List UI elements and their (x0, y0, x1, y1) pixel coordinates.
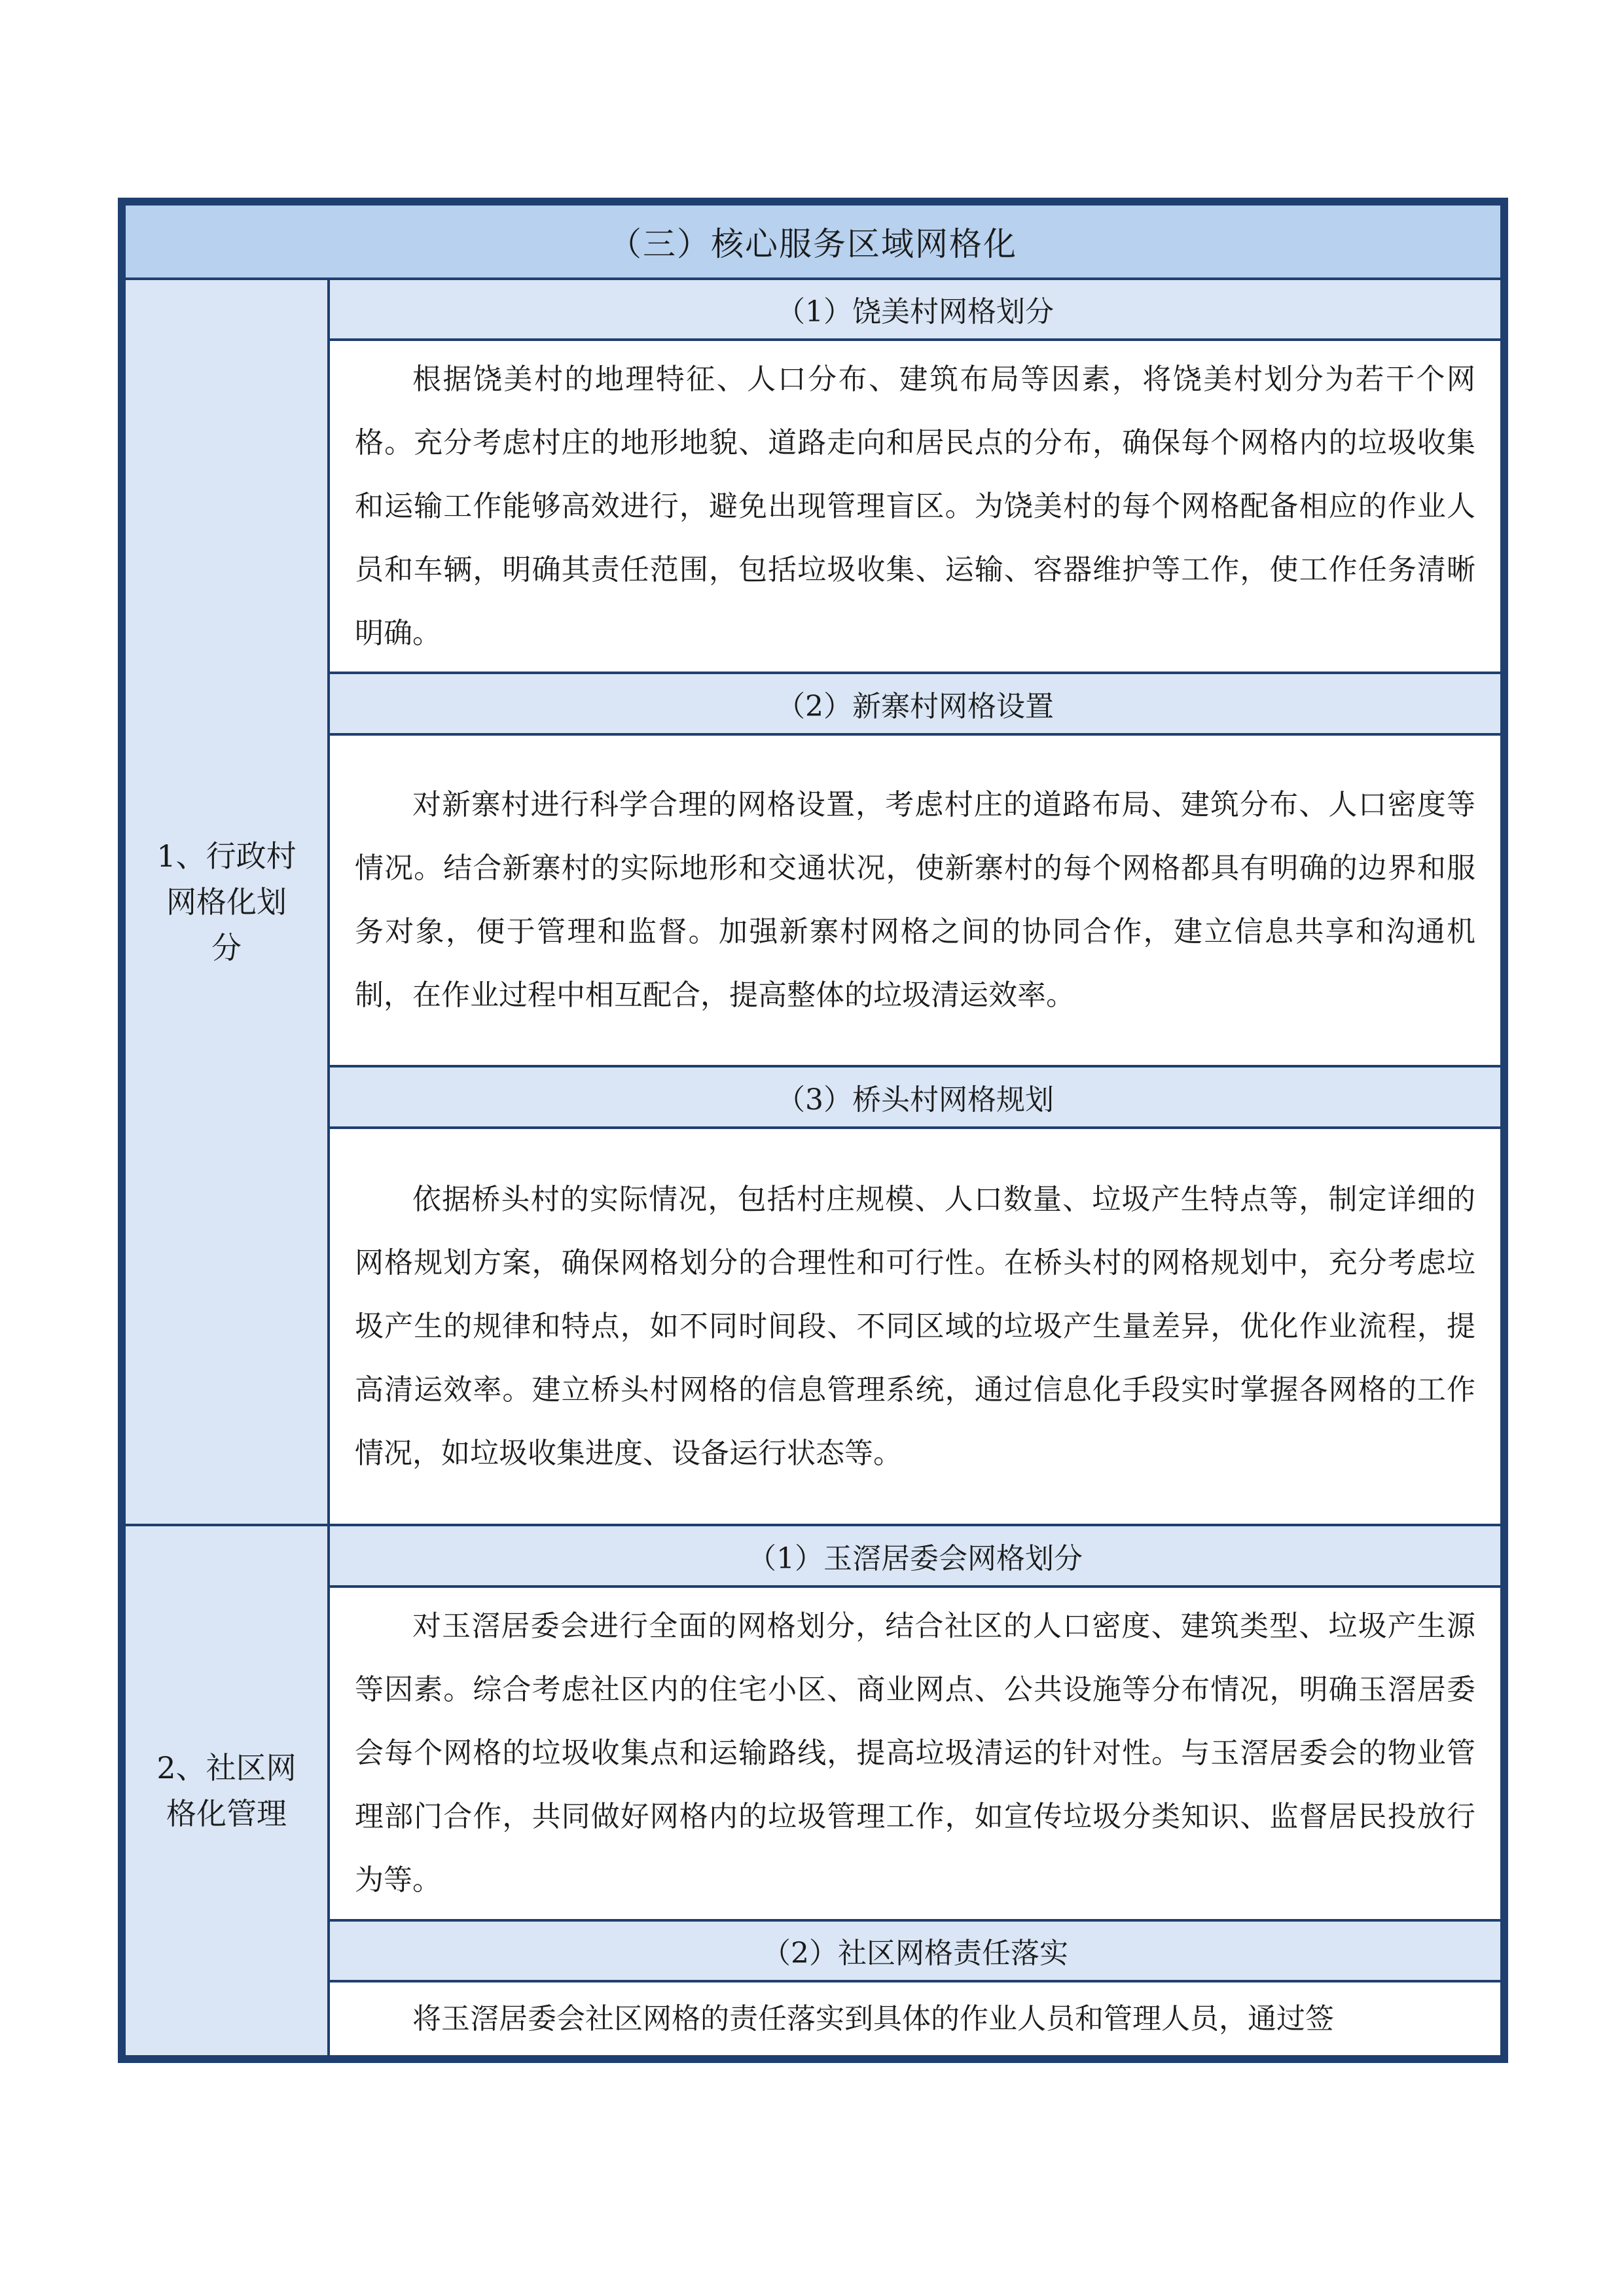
table-row (124, 279, 1502, 340)
group-label-line: 分 (211, 930, 242, 966)
title-row (124, 204, 1502, 279)
section-heading: （2）社区网格责任落实 (329, 1920, 1502, 1981)
table-row (124, 1981, 1502, 2056)
table-row (124, 1587, 1502, 1920)
section-heading: （3）桥头村网格规划 (329, 1066, 1502, 1127)
table-row (124, 1525, 1502, 1586)
section-heading: （1）饶美村网格划分 (329, 279, 1502, 340)
section-heading: （1）玉滘居委会网格划分 (329, 1525, 1502, 1586)
table-row (124, 1920, 1502, 1981)
table-row (124, 340, 1502, 673)
group-label-line: 格化管理 (166, 1796, 287, 1832)
table-row (124, 1128, 1502, 1525)
section-body: 对新寨村进行科学合理的网格设置，考虑村庄的道路布局、建筑分布、人口密度等情况。结合新寨村的实际地形和交通状况，使新寨村的每个网格都具有明确的边界和服务对象，便于管理和监督。加强新寨村网格之间的协同合作，建立信息共享和沟通机制，在作业过程中相互配合，提高整体的垃圾清运效率。 (329, 734, 1502, 1067)
table-row (124, 1066, 1502, 1127)
group-label-line: 1、行政村 (156, 838, 297, 874)
section-body: 依据桥头村的实际情况，包括村庄规模、人口数量、垃圾产生特点等，制定详细的网格规划方案，确保网格划分的合理性和可行性。在桥头村的网格规划中，充分考虑垃圾产生的规律和特点，如不同时间段、不同区域的垃圾产生量差异，优化作业流程，提高清运效率。建立桥头村网格的信息管理系统，通过信息化手段实时掌握各网格的工作情况，如垃圾收集进度、设备运行状态等。 (329, 1128, 1502, 1525)
table-title: （三）核心服务区域网格化 (124, 204, 1502, 279)
group-label-line: 2、社区网 (156, 1750, 297, 1786)
section-body: 对玉滘居委会进行全面的网格划分，结合社区的人口密度、建筑类型、垃圾产生源等因素。综合考虑社区内的住宅小区、商业网点、公共设施等分布情况，明确玉滘居委会每个网格的垃圾收集点和运输路线，提高垃圾清运的针对性。与玉滘居委会的物业管理部门合作，共同做好网格内的垃圾管理工作，如宣传垃圾分类知识、监督居民投放行为等。 (329, 1587, 1502, 1920)
section-heading: （2）新寨村网格设置 (329, 673, 1502, 734)
table-body (123, 203, 1503, 2058)
table-row (124, 734, 1502, 1067)
section-body: 根据饶美村的地理特征、人口分布、建筑布局等因素，将饶美村划分为若干个网格。充分考虑村庄的地形地貌、道路走向和居民点的分布，确保每个网格内的垃圾收集和运输工作能够高效进行，避免出现管理盲区。为饶美村的每个网格配备相应的作业人员和车辆，明确其责任范围，包括垃圾收集、运输、容器维护等工作，使工作任务清晰明确。 (329, 340, 1502, 673)
group-label-line: 网格化划 (166, 884, 287, 920)
grid-service-table (118, 198, 1508, 2063)
group-label-1 (124, 279, 329, 1526)
section-body: 将玉滘居委会社区网格的责任落实到具体的作业人员和管理人员，通过签 (329, 1981, 1502, 2056)
table-row (124, 673, 1502, 734)
group-label-2 (124, 1525, 329, 2056)
